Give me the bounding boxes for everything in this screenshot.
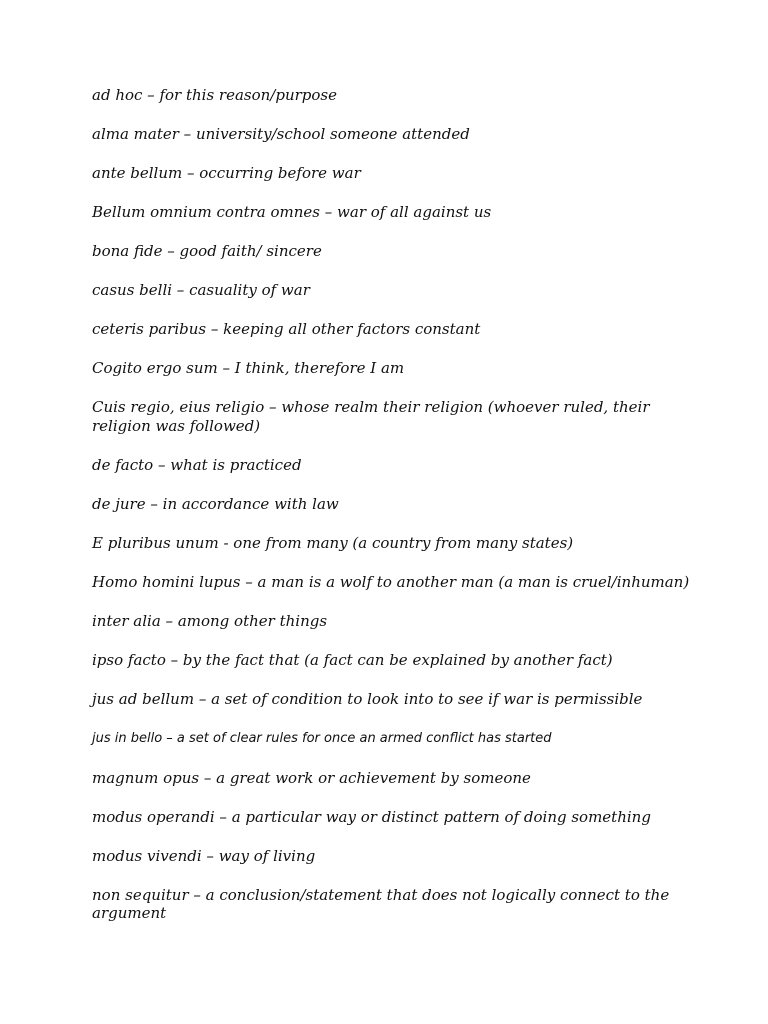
term-entry-casus-belli: casus belli – casuality of war [92,281,310,299]
term-entry-bona-fide: bona fide – good faith/ sincere [92,242,322,260]
term-entry-de-jure: de jure – in accordance with law [92,494,339,513]
term-entry-bellum-omnium: Bellum omnium contra omnes – war of all against us [92,203,492,221]
term-entry-cogito-ergo-sum: Cogito ergo sum – I think, therefore I am [92,359,405,377]
term-entry-modus-vivendi: modus vivendi – way of living [92,846,316,865]
term-entry-e-pluribus-unum: E pluribus unum - one from many (a country from many states) [92,533,574,552]
latin-terms-list [92,86,692,943]
term-entry-cuis-regio: Cuis regio, eius religio – whose realm their religion (whoever ruled, their religion was followed) [92,398,650,435]
term-entry-non-sequitur: non sequitur – a conclusion/statement that does not logically connect to the argument [92,885,670,922]
term-entry-ceteris-paribus: ceteris paribus – keeping all other factors constant [92,320,481,338]
term-entry-jus-ad-bellum: jus ad bellum – a set of condition to look into to see if war is permissible [92,689,643,708]
term-entry-alma-mater: alma mater – university/school someone attended [92,125,470,143]
term-entry-de-facto: de facto – what is practiced [92,455,302,474]
term-entry-homo-homini-lupus: Homo homini lupus – a man is a wolf to another man (a man is cruel/inhuman) [92,572,690,591]
term-entry-jus-in-bello: jus in bello – a set of clear rules for once an armed conflict has started [92,730,552,746]
term-entry-ad-hoc: ad hoc – for this reason/purpose [92,86,337,104]
term-entry-inter-alia: inter alia – among other things [92,611,328,630]
term-entry-magnum-opus: magnum opus – a great work or achievement by someone [92,768,531,787]
term-entry-ante-bellum: ante bellum – occurring before war [92,164,361,182]
term-entry-ipso-facto: ipso facto – by the fact that (a fact can be explained by another fact) [92,650,613,669]
term-entry-modus-operandi: modus operandi – a particular way or distinct pattern of doing something [92,807,651,826]
